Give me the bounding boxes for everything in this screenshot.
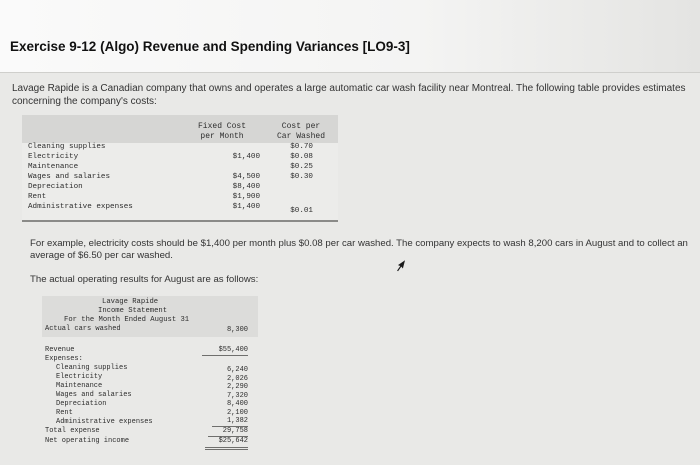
table-row-variable: $0.30: [290, 173, 313, 181]
actual-results-intro: The actual operating results for August are as follows:: [30, 274, 259, 285]
expense-row-value: 2,290: [226, 383, 248, 391]
table-row-label: Wages and salaries: [28, 173, 111, 181]
revenue-label: Revenue: [45, 346, 75, 354]
table-row-label: Administrative expenses: [28, 203, 133, 211]
table-row-fixed: $1,400: [232, 203, 260, 211]
expense-row-label: Maintenance: [56, 382, 103, 390]
exercise-header: [0, 0, 700, 73]
intro-text: Lavage Rapide is a Canadian company that owns and operates a large automatic car wash facility near Montreal. The following table provides estimates concerning the company's costs:: [12, 83, 686, 107]
table-row-label: Maintenance: [28, 163, 79, 171]
expense-row-label: Rent: [56, 409, 73, 417]
table-row-label: Electricity: [28, 153, 79, 161]
example-paragraph: For example, electricity costs should be $1,400 per month plus $0.08 per car washed. The company expects to wash 8,200 cars in August and to collect an average of $6.50 per car washed.: [30, 238, 688, 261]
statement-period: For the Month Ended August 31: [64, 316, 190, 324]
expense-row-label: Depreciation: [56, 400, 107, 408]
total-expense-label: Total expense: [45, 427, 100, 435]
expense-row-label: Electricity: [56, 373, 103, 381]
income-statement: [42, 296, 258, 458]
table-row-label: Cleaning supplies: [28, 143, 106, 151]
table-row-fixed: $1,900: [232, 193, 260, 201]
expense-row-label: Cleaning supplies: [56, 364, 128, 372]
expenses-label: Expenses:: [45, 355, 83, 363]
statement-company: Lavage Rapide: [102, 298, 159, 306]
table-row-fixed: $8,400: [232, 183, 260, 191]
cars-washed-value: 8,300: [226, 326, 248, 334]
table-row-fixed: $1,400: [232, 153, 260, 161]
table-row-fixed: $4,500: [232, 173, 260, 181]
expense-row-value: 6,240: [226, 366, 248, 374]
table-bottom-rule: [22, 220, 338, 222]
expense-row-label: Administrative expenses: [56, 418, 153, 426]
net-income-double-rule-top: [205, 447, 248, 448]
variable-cost-header-line2: Car Washed: [276, 132, 325, 141]
expense-row-value: 2,026: [226, 374, 248, 383]
revenue-underline: [202, 355, 248, 356]
table-row-label: Depreciation: [28, 183, 83, 191]
cursor-icon: [393, 258, 409, 274]
cars-washed-label: Actual cars washed: [45, 325, 121, 333]
net-income-label: Net operating income: [45, 437, 130, 445]
total-expense-value: 29,758: [222, 427, 248, 435]
table-row-variable: $0.25: [290, 163, 313, 171]
expense-row-value: 7,320: [226, 391, 248, 400]
net-income-value: $25,642: [218, 437, 248, 445]
expense-row-value: 8,400: [226, 400, 248, 408]
net-income-double-rule-bottom: [205, 449, 248, 450]
statement-title: Income Statement: [98, 307, 168, 315]
expense-row-value: 1,382: [226, 417, 248, 425]
table-row-variable: $0.01: [290, 207, 313, 215]
table-row-label: Rent: [28, 193, 47, 201]
expense-row-value: 2,100: [226, 408, 248, 417]
fixed-cost-header-line2: per Month: [200, 132, 244, 141]
expense-row-label: Wages and salaries: [56, 391, 132, 399]
cost-estimate-table: [22, 115, 338, 222]
table-row-variable: $0.70: [290, 143, 313, 151]
table-row-variable: $0.08: [290, 153, 313, 161]
exercise-title: Exercise 9-12 (Algo) Revenue and Spending Variances [LO9-3]: [10, 39, 410, 54]
fixed-cost-header-line1: Fixed Cost: [197, 122, 246, 131]
revenue-value: $55,400: [218, 346, 248, 354]
variable-cost-header-line1: Cost per: [281, 122, 321, 131]
